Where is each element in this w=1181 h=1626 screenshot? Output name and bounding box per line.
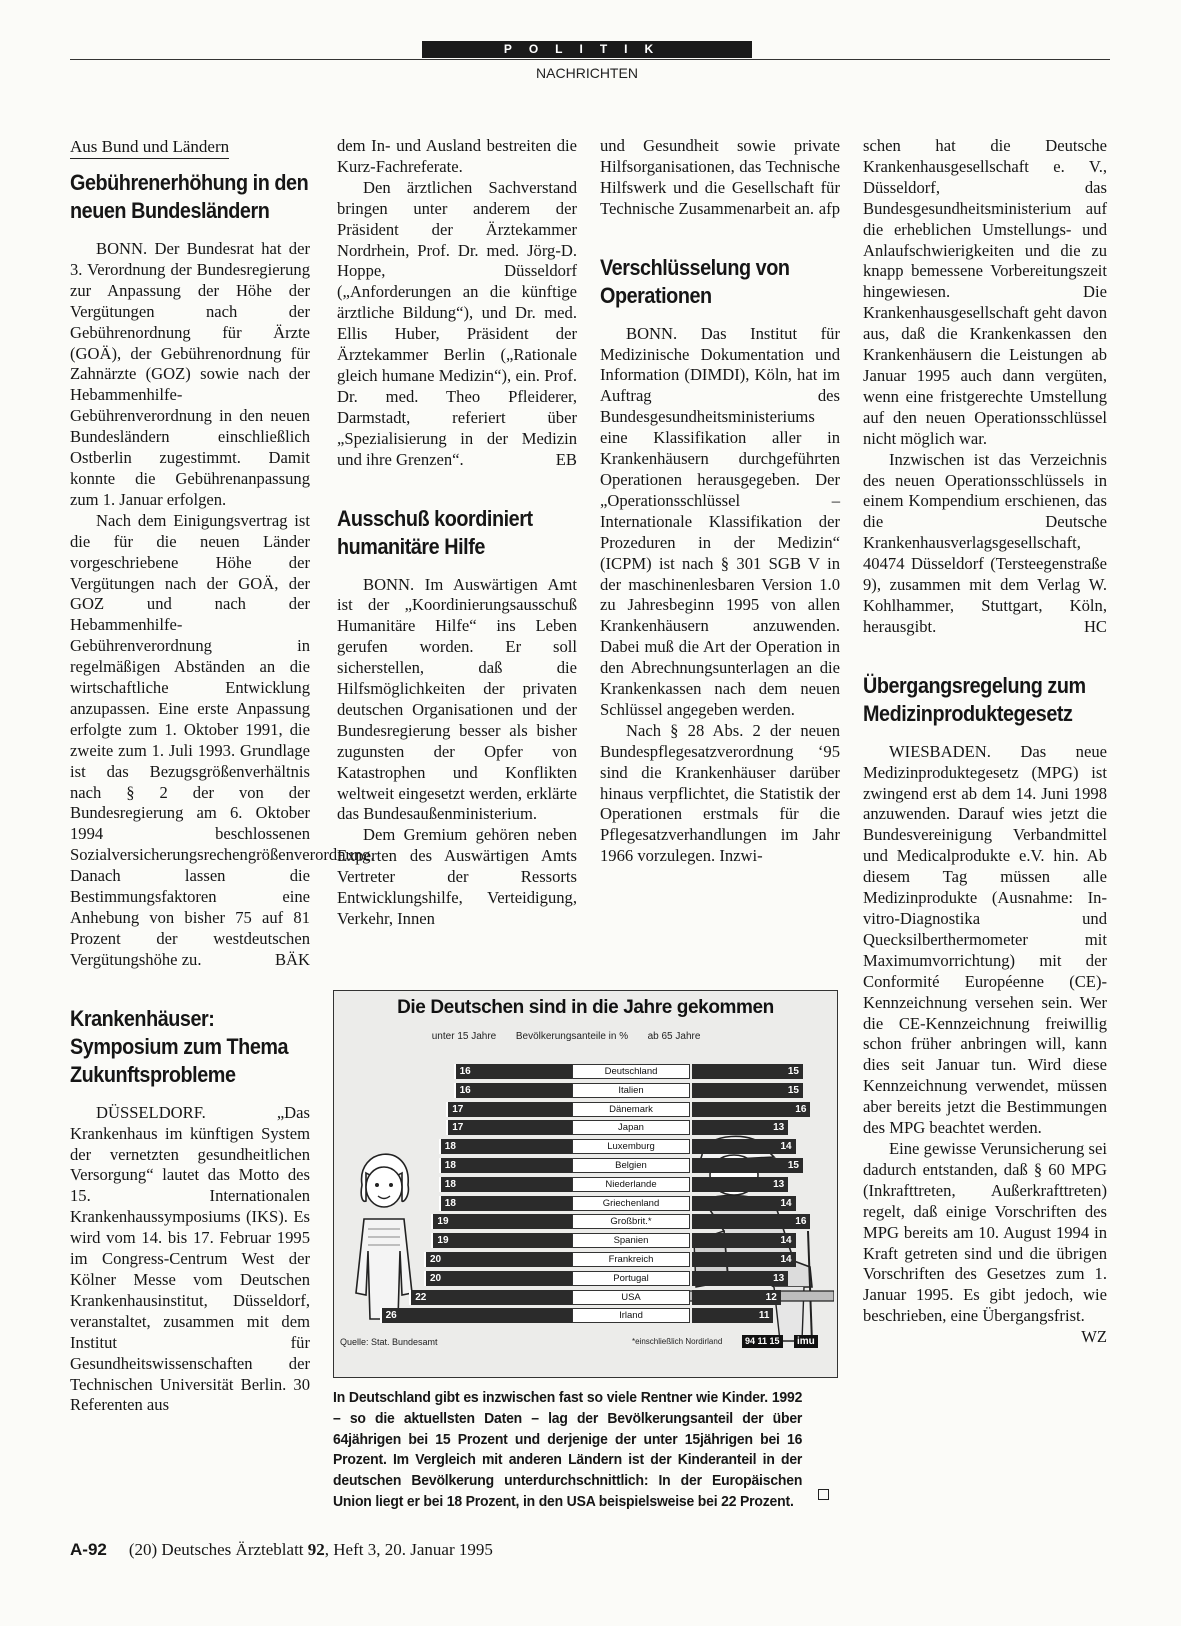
country-label: Niederlande [572, 1177, 690, 1192]
graphic-title: Die Deutschen sind in die Jahre gekommen [397, 997, 774, 1018]
bar-under-15: 20 [424, 1271, 572, 1286]
column-4 [863, 136, 1107, 1348]
headline-verschluesselung: Verschlüsselung von Operationen [600, 254, 790, 308]
agency-logo: imu [794, 1335, 818, 1348]
bar-under-15: 19 [431, 1233, 572, 1248]
bar-under-15: 16 [454, 1064, 572, 1079]
paragraph: Dem Gremium gehören neben Experten des Auswärtigen Amts Vertreter der Ressorts Entwicklungshilfe, Verteidigung, Verkehr, Innen [337, 825, 577, 928]
bar-under-15: 17 [446, 1120, 572, 1135]
chart-row [394, 1176, 794, 1193]
bar-over-65: 15 [692, 1064, 803, 1079]
column-head-over-65: ab 65 Jahre [647, 1031, 701, 1042]
bar-over-65: 13 [692, 1271, 788, 1286]
paragraph: BONN. Im Auswärtigen Amt ist der „Koordinierungsausschuß Humanitäre Hilfe“ ins Leben gerufen worden. Er soll sicherstellen, daß die Hilfsmöglichkeiten der privaten deutschen Organisationen und der Bundesregierung besser als bisher zugunsten der Opfer von Katastrophen und Konflikten weltweit eingesetzt werden, erklärte das Bundesaußenministerium. [337, 574, 577, 824]
chart-row [394, 1195, 794, 1212]
graphic-frame [333, 990, 838, 1378]
bar-over-65: 14 [692, 1139, 796, 1154]
page-number: A-92 [70, 1540, 107, 1559]
country-label: Italien [572, 1083, 690, 1098]
paragraph: BONN. Das Institut für Medizinische Dokumentation und Information (DIMDI), Köln, hat im Auftrag des Bundesgesundheitsministeriums eine Klassifikation aller in Krankenhäusern durchgeführten Operationen herausgegeben. Der „Operationsschlüssel – Internationale Klassifikation der Prozeduren in der Medizin“ (ICPM) ist nach § 301 SGB V in der maschinenlesbaren Version 1.0 zu Jahresbeginn 1995 von allen Krankenhäusern anzuwenden. Dabei muß die Art der Operation in den Abrechnungsunterlagen an die Krankenkassen nach dem neuen Schlüssel angegeben werden. [600, 323, 840, 719]
country-label: Deutschland [572, 1064, 690, 1079]
bar-chart [385, 1063, 807, 1333]
author-signature: BÄK [274, 949, 310, 969]
country-label: Großbrit.* [572, 1214, 690, 1229]
bar-over-65: 13 [692, 1177, 788, 1192]
graphic-caption: In Deutschland gibt es inzwischen fast so viele Rentner wie Kinder. 1992 – so die aktuellsten Daten – lag der Bevölkerungsanteil der über 64jährigen bei 15 Prozent und derjenige der unter 15jährigen bei 16 Prozent. Im Vergleich mit anderen Ländern ist der Kinderanteil in der deutschen Bevölkerung unterdurchschnittlich: In der Europäischen Union liegt er bei 18 Prozent, in den USA beispielsweise bei 22 Prozent. [333, 1389, 803, 1510]
chart-row [394, 1063, 799, 1080]
bar-under-15: 18 [439, 1158, 572, 1173]
column-head-under-15: unter 15 Jahre [431, 1031, 497, 1042]
chart-row [394, 1232, 794, 1249]
paragraph: Inzwischen ist das Verzeichnis des neuen Operationsschlüssels in einem Kompendium erschienen, das die Deutsche Krankenhausverlagsgesellschaft, 40474 Düsseldorf (Tersteegenstraße 9), zusammen mit dem Verlag W. Kohlhammer, Stuttgart, Köln, herausgibt. HC [863, 449, 1107, 636]
headline-krankenhaeuser: Krankenhäuser: Symposium zum Thema Zukunftsprobleme [70, 1005, 289, 1087]
author-signature: HC [1083, 616, 1107, 636]
bar-under-15: 22 [409, 1290, 572, 1305]
column-2 [337, 136, 577, 930]
paragraph: BONN. Der Bundesrat hat der 3. Verordnung der Bundesregierung zur Anpassung der Höhe der Vergütungen nach der Gebührenordnung für Ärzte (GOÄ), der Gebührenordnung für Zahnärzte (GOZ) sowie nach der Hebammenhilfe-Gebührenverordnung in den neuen Bundesländern einschließlich Ostberlin zugestimmt. Damit konnte die Gebührenanpassung zum 1. Januar erfolgen. [70, 239, 310, 509]
author-signature: WZ [1081, 1327, 1107, 1347]
country-label: USA [572, 1290, 690, 1305]
chart-row [394, 1251, 794, 1268]
column-head-shares: Bevölkerungsanteile in % [515, 1031, 629, 1042]
country-label: Dänemark [572, 1102, 690, 1117]
issue-date: , Heft 3, 20. Januar 1995 [324, 1540, 493, 1559]
bar-under-15: 20 [424, 1252, 572, 1267]
country-label: Griechenland [572, 1196, 690, 1211]
section-bar: POLITIK [422, 41, 752, 58]
author-signature: EB [555, 449, 577, 469]
bar-over-65: 15 [692, 1158, 803, 1173]
bar-over-65: 14 [692, 1252, 796, 1267]
author-signature: afp [818, 198, 840, 218]
bar-under-15: 18 [439, 1196, 572, 1211]
chart-row [394, 1213, 807, 1230]
country-label: Belgien [572, 1158, 690, 1173]
graphic-source: Quelle: Stat. Bundesamt [340, 1337, 438, 1347]
bar-over-65: 16 [692, 1102, 810, 1117]
bar-under-15: 18 [439, 1177, 572, 1192]
paragraph: schen hat die Deutsche Krankenhausgesellschaft e. V., Düsseldorf, das Bundesgesundheitsministerium auf die erheblichen Umstellungs- und Anlaufschwierigkeiten und die zu knapp bemessene Vorbereitungszeit hingewiesen. Die Krankenhausgesellschaft geht davon aus, daß die Krankenkassen den Krankenhäusern die Leistungen ab Januar 1995 auch dann vergüten, wenn eine fristgerechte Umstellung auf den neuen Operationsschlüssel nicht möglich war. [863, 136, 1107, 448]
end-mark [818, 1489, 829, 1500]
paragraph: WIESBADEN. Das neue Medizinproduktegesetz (MPG) ist zwingend erst ab dem 14. Juni 1998 anzuwenden. Darauf wies jetzt die Bundesvereinigung Verbandmittel und Medicalprodukte e.V. hin. Ab diesem Tag müssen alle Medizinprodukte (Ausnahme: In-vitro-Diagnostika und Quecksilberthermometer mit Maximumvorrichtung) mit der Conformité Européenne (CE)-Kennzeichnung versehen sein. Wer die CE-Kennzeichnung freiwillig schon früher anbringen will, kann dies seit Januar tun. Wird diese Kennzeichnung verwendet, müssen aber bereits jetzt die Bestimmungen des MPG beachtet werden. [863, 741, 1107, 1138]
bar-under-15: 18 [439, 1139, 572, 1154]
chart-row [394, 1157, 799, 1174]
country-label: Irland [572, 1308, 690, 1323]
bar-over-65: 15 [692, 1083, 803, 1098]
header-rule [70, 59, 1110, 60]
bar-over-65: 16 [692, 1214, 810, 1229]
paragraph: dem In- und Ausland bestreiten die Kurz-Fachreferate. [337, 136, 577, 176]
chart-row [394, 1289, 794, 1306]
country-label: Japan [572, 1120, 690, 1135]
chart-row [394, 1101, 807, 1118]
column-3 [600, 136, 840, 867]
country-label: Spanien [572, 1233, 690, 1248]
chart-row [394, 1119, 794, 1136]
paragraph: Eine gewisse Verunsicherung sei dadurch entstanden, daß § 60 MPG (Inkrafttreten, Außerkrafttreten) regelt, daß einige Vorschriften des MPG bereits am 10. August 1994 in Kraft getreten sind und die übrigen Vorschriften des Gesetzes zum 1. Januar 1995. Es gibt jedoch, wie beschrieben, eine Übergangsfrist. WZ [863, 1138, 1107, 1347]
kicker: Aus Bund und Ländern [70, 136, 229, 159]
bar-under-15: 17 [446, 1102, 572, 1117]
headline-uebergangsregelung: Übergangsregelung zum Medizinproduktegesetz [863, 672, 1086, 726]
chart-row [394, 1270, 794, 1287]
chart-row [385, 1307, 794, 1324]
country-label: Portugal [572, 1271, 690, 1286]
bar-over-65: 14 [692, 1196, 796, 1211]
headline-ausschuss: Ausschuß koordiniert humanitäre Hilfe [337, 505, 533, 559]
column-1 [70, 136, 375, 1416]
bar-over-65: 14 [692, 1233, 796, 1248]
page-footer [70, 1540, 493, 1560]
bar-under-15: 19 [431, 1214, 572, 1229]
bar-over-65: 13 [692, 1120, 788, 1135]
graphic-code: 94 11 15 [742, 1335, 783, 1348]
paragraph: und Gesundheit sowie private Hilfsorganisationen, das Technische Hilfswerk und die Gesellschaft für Technische Zusammenarbeit an. afp [600, 136, 840, 218]
chart-row [394, 1082, 799, 1099]
bar-over-65: 12 [692, 1290, 781, 1305]
bar-under-15: 26 [380, 1308, 572, 1323]
graphic-footnote: *einschließlich Nordirland [632, 1337, 723, 1346]
country-label: Luxemburg [572, 1139, 690, 1154]
paragraph: Nach dem Einigungsvertrag ist die für die neuen Länder vorgeschriebene Höhe der Vergütungen nach der GOÄ, der GOZ und nach der Hebammenhilfe-Gebührenverordnung in regelmäßigen Abständen an die wirtschaftliche Entwicklung anzupassen. Eine erste Anpassung erfolgte zum 1. Oktober 1991, die zweite zum 1. Juli 1993. Grundlage ist das Bezugsgrößenverhältnis nach § 2 der von der Bundesregierung am 6. Oktober 1994 beschlossenen Sozialversicherungsrechengrößenverordnung. Danach lassen die Bestimmungsfaktoren eine Anhebung von bisher 75 auf 81 Prozent der westdeutschen Vergütungshöhe zu. BÄK [70, 510, 375, 969]
volume-number: 92 [307, 1540, 325, 1559]
country-label: Frankreich [572, 1252, 690, 1267]
bar-under-15: 16 [454, 1083, 572, 1098]
paragraph: DÜSSELDORF. „Das Krankenhaus im künftigen System der vernetzten gesundheitlichen Versorgung“ lautet das Motto des 15. Internationalen Krankenhaussymposiums (IKS). Es wird vom 14. bis 17. Februar 1995 im Congress-Centrum West der Kölner Messe vom Deutschen Krankenhausinstitut, Düsseldorf, veranstaltet, zusammen mit dem Institut für Gesundheitswissenschaften der Technischen Universität Berlin. 30 Referenten aus [70, 1102, 310, 1415]
publication-info: (20) Deutsches Ärzteblatt [128, 1540, 304, 1559]
statistics-graphic [333, 990, 838, 1378]
bar-over-65: 11 [692, 1308, 773, 1323]
headline-gebuehrenerhoehung: Gebührenerhöhung in den neuen Bundesländern [70, 170, 309, 223]
paragraph: Den ärztlichen Sachverstand bringen unter anderem der Präsident der Ärztekammer Nordrhein, Prof. Dr. med. Jörg-D. Hoppe, Düsseldorf („Anforderungen an die künftige ärztliche Bildung“), und Dr. med. Ellis Huber, Präsident der Ärztekammer Berlin („Rationale gleich humane Medizin“), ein. Prof. Dr. med. Theo Pfleiderer, Darmstadt, referiert über „Spezialisierung in der Medizin und ihre Grenzen“. EB [337, 177, 577, 469]
subsection-label: NACHRICHTEN [536, 65, 638, 81]
paragraph: Nach § 28 Abs. 2 der neuen Bundespflegesatzverordnung ‘95 sind die Krankenhäuser darüber hinaus verpflichtet, die Statistik der Operationen erstmals für die Pflegesatzverhandlungen im Jahr 1966 vorzulegen. Inzwi- [600, 720, 840, 866]
chart-row [394, 1138, 794, 1155]
